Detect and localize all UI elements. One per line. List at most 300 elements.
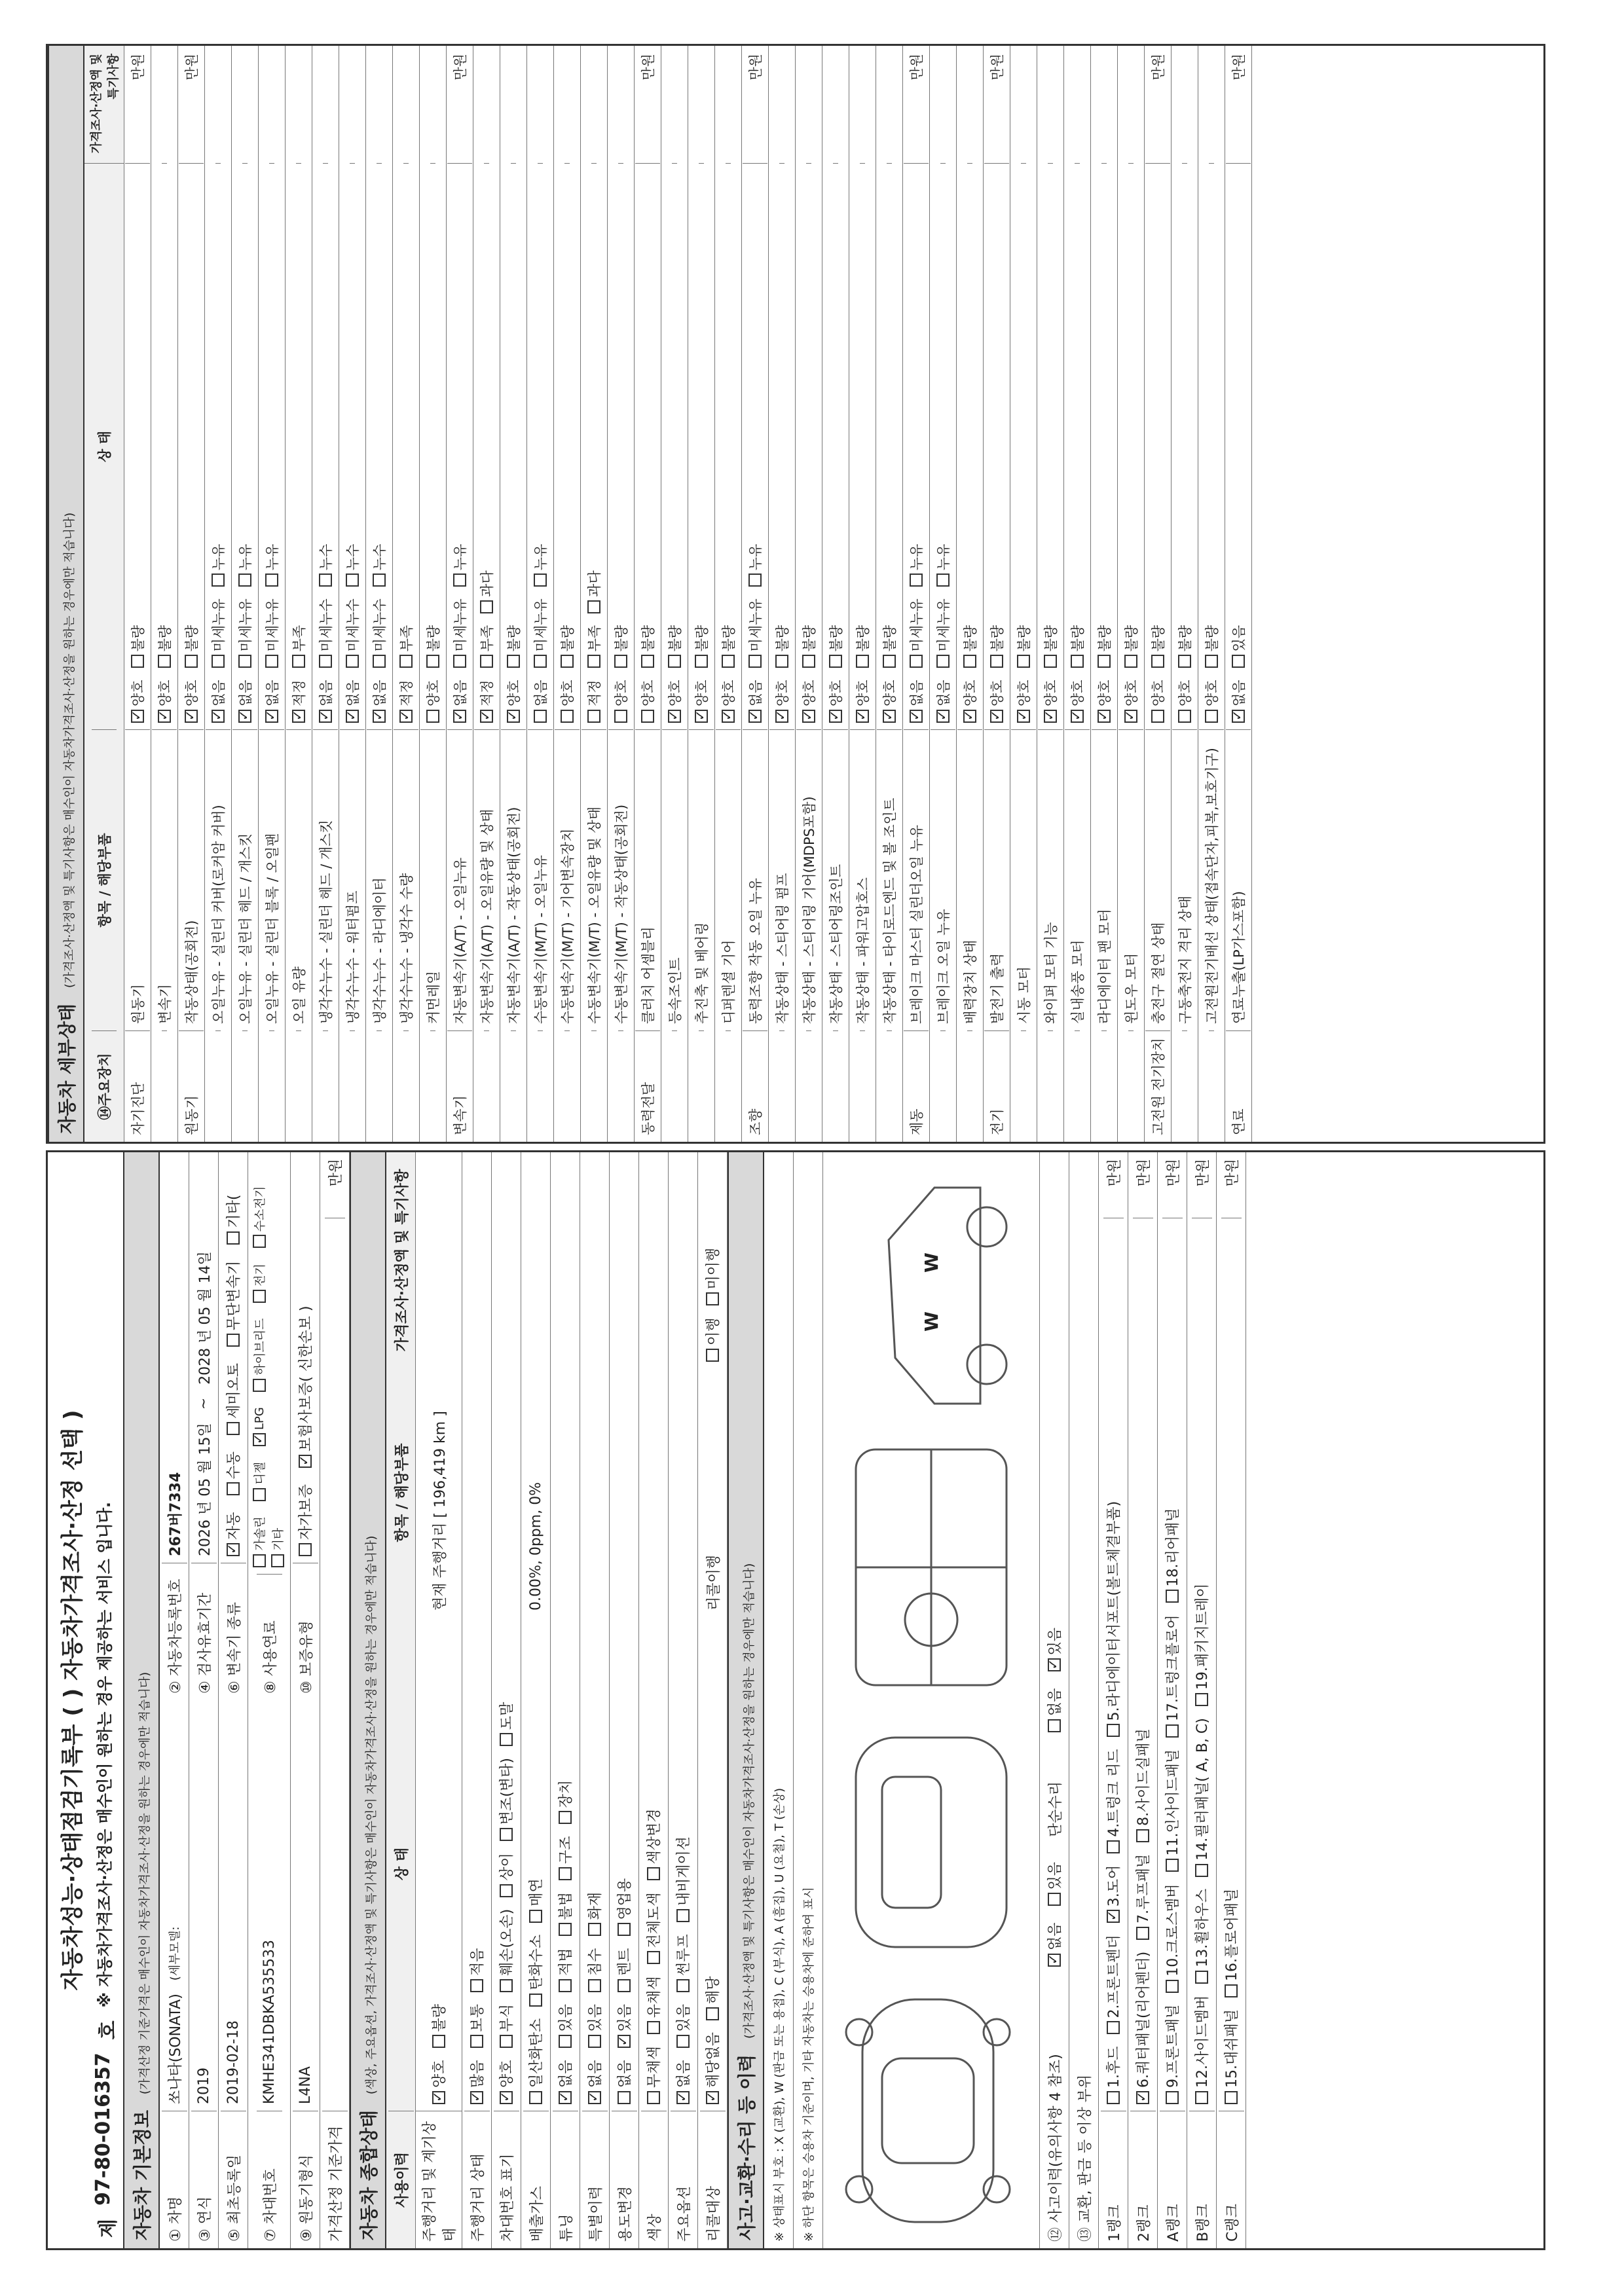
label-first-reg: ⑤ 최초등록일 <box>221 2111 246 2248</box>
trans-etc-checkbox[interactable] <box>227 1231 240 1245</box>
detail-opt-checkbox[interactable] <box>507 655 520 668</box>
detail-opt-checkbox[interactable] <box>883 655 896 668</box>
detail-opt-label: 양호 <box>989 680 1005 706</box>
detail-opt-checkbox[interactable] <box>319 574 332 587</box>
detail-opt-checkbox[interactable] <box>936 710 950 723</box>
detail-opt-checkbox[interactable] <box>829 710 842 723</box>
trans-manual-label: 수동 <box>226 1451 243 1480</box>
part-checkbox[interactable] <box>1195 1971 1208 1984</box>
warranty-self-label: 자가보증 <box>298 1484 315 1540</box>
detail-item: 냉각수누수 - 라디에이터 <box>367 729 392 1030</box>
detail-opt-option <box>262 680 282 723</box>
detail-item: 작동상태 - 스티어링 기어(MDPS포함) <box>796 729 821 1030</box>
detail-group <box>1101 1030 1107 1142</box>
fuel-etc-checkbox[interactable] <box>271 1554 284 1567</box>
detail-group <box>1209 1030 1214 1142</box>
general-opt-checkbox[interactable] <box>618 2091 631 2104</box>
detail-opt-option <box>477 570 496 613</box>
detail-opt-checkbox[interactable] <box>426 710 439 723</box>
detail-opt-checkbox[interactable] <box>963 655 976 668</box>
general-row-options <box>699 1617 726 2111</box>
detail-opt-checkbox[interactable] <box>480 600 493 613</box>
part-rank-label: A랭크 <box>1160 2111 1185 2248</box>
detail-opt-checkbox[interactable] <box>373 710 386 723</box>
detail-opt-label: 미세누수 <box>345 598 361 652</box>
detail-group <box>511 1030 516 1142</box>
detail-row <box>124 46 151 1142</box>
accident-yes-checkbox[interactable] <box>1048 1893 1061 1906</box>
car-diagram-area <box>823 1152 1040 2248</box>
general-row-options <box>640 1617 667 2111</box>
general-opt-option <box>525 1878 545 1923</box>
general-opt-checkbox[interactable] <box>559 2091 572 2104</box>
part-option <box>1103 1865 1123 1923</box>
detail-opt-checkbox[interactable] <box>963 710 976 723</box>
detail-opt-checkbox[interactable] <box>883 710 896 723</box>
detail-row <box>339 46 366 1142</box>
detail-opt-checkbox[interactable] <box>1151 655 1164 668</box>
detail-opt-option <box>316 680 335 723</box>
detail-opt-checkbox[interactable] <box>1124 710 1137 723</box>
detail-options <box>394 164 418 729</box>
detail-opt-checkbox[interactable] <box>399 710 413 723</box>
detail-opt-option <box>477 625 496 668</box>
part-option <box>1162 2005 1182 2104</box>
detail-opt-checkbox[interactable] <box>614 655 627 668</box>
general-row-options <box>464 1617 490 2111</box>
detail-opt-option <box>611 625 631 668</box>
general-opt-checkbox[interactable] <box>470 2091 483 2104</box>
detail-opt-checkbox[interactable] <box>668 655 681 668</box>
detail-opt-checkbox[interactable] <box>695 655 708 668</box>
part-checkbox[interactable] <box>1136 1927 1149 1940</box>
general-opt-checkbox[interactable] <box>500 2091 513 2104</box>
detail-options <box>474 164 499 729</box>
fuel-lpg-checkbox[interactable] <box>253 1433 266 1446</box>
detail-opt-checkbox[interactable] <box>212 710 225 723</box>
detail-opt-checkbox[interactable] <box>748 655 762 668</box>
general-opt-checkbox[interactable] <box>470 2035 483 2048</box>
general-opt-checkbox[interactable] <box>618 2035 631 2048</box>
detail-options <box>420 164 445 729</box>
inspect-to: 2028 년 05 월 14일 <box>196 1251 213 1385</box>
detail-opt-checkbox[interactable] <box>910 710 923 723</box>
detail-group <box>833 1030 838 1142</box>
recall-opt-checkbox[interactable] <box>706 1349 719 1362</box>
label-engine: ⑨ 원동기형식 <box>293 2111 318 2248</box>
fuel-gasoline-checkbox[interactable] <box>253 1554 266 1567</box>
detail-opt-checkbox[interactable] <box>453 710 466 723</box>
detail-opt-checkbox[interactable] <box>185 655 198 668</box>
detail-row <box>232 46 259 1142</box>
general-opt-option <box>614 2004 634 2049</box>
detail-opt-checkbox[interactable] <box>453 655 466 668</box>
general-opt-checkbox[interactable] <box>588 1923 601 1936</box>
general-opt-checkbox[interactable] <box>588 1979 601 1992</box>
detail-opt-checkbox[interactable] <box>238 710 251 723</box>
trans-cvt-checkbox[interactable] <box>227 1334 240 1347</box>
detail-opt-checkbox[interactable] <box>346 574 359 587</box>
general-row-label: 리콜대상 <box>700 2111 726 2248</box>
detail-opt-label: 불량 <box>1177 625 1193 652</box>
detail-opt-checkbox[interactable] <box>775 655 788 668</box>
detail-opt-option <box>987 625 1006 668</box>
general-opt-checkbox[interactable] <box>500 1733 513 1746</box>
repair-none-checkbox[interactable] <box>1048 1719 1061 1732</box>
detail-opt-checkbox[interactable] <box>910 655 923 668</box>
detail-opt-checkbox[interactable] <box>990 710 1003 723</box>
part-checkbox[interactable] <box>1166 2091 1179 2104</box>
part-checkbox[interactable] <box>1195 1693 1208 1706</box>
detail-opt-checkbox[interactable] <box>319 710 332 723</box>
general-row <box>462 1152 492 2248</box>
detail-opt-checkbox[interactable] <box>1098 710 1111 723</box>
detail-opt-checkbox[interactable] <box>775 710 788 723</box>
detail-opt-checkbox[interactable] <box>1071 710 1084 723</box>
part-option <box>1191 1718 1211 1877</box>
general-opt-checkbox[interactable] <box>559 1923 572 1936</box>
detail-opt-label: 누유 <box>265 543 280 571</box>
detail-opt-checkbox[interactable] <box>641 710 654 723</box>
general-opt-checkbox[interactable] <box>559 1979 572 1992</box>
part-label: 3.도어 <box>1106 1865 1123 1907</box>
general-row-options <box>581 1617 608 2111</box>
detail-opt-checkbox[interactable] <box>158 710 171 723</box>
trans-manual-checkbox[interactable] <box>227 1482 240 1495</box>
detail-opt-checkbox[interactable] <box>292 655 305 668</box>
detail-opt-checkbox[interactable] <box>319 655 332 668</box>
general-opt-option <box>496 2060 516 2104</box>
detail-unit <box>215 46 221 164</box>
detail-opt-checkbox[interactable] <box>1178 655 1191 668</box>
car-diagrams <box>823 1152 1039 2248</box>
detail-opt-option <box>530 598 550 668</box>
detail-opt-checkbox[interactable] <box>561 655 574 668</box>
general-opt-checkbox[interactable] <box>559 1867 572 1880</box>
label-warranty: ⑩ 보증유형 <box>293 1563 318 1700</box>
detail-opt-checkbox[interactable] <box>265 655 278 668</box>
general-opt-label: 많음 <box>470 2060 487 2088</box>
detail-group: 연료 <box>1226 1030 1251 1142</box>
detail-opt-checkbox[interactable] <box>185 710 198 723</box>
general-row <box>492 1152 521 2248</box>
general-opt-checkbox[interactable] <box>676 2091 690 2104</box>
detail-opt-checkbox[interactable] <box>265 710 278 723</box>
detail-opt-checkbox[interactable] <box>346 710 359 723</box>
general-opt-option <box>614 1878 634 1937</box>
detail-opt-label: 없음 <box>936 680 951 706</box>
part-checkbox[interactable] <box>1107 2091 1120 2104</box>
general-opt-checkbox[interactable] <box>588 2035 601 2048</box>
general-opt-checkbox[interactable] <box>500 1884 513 1897</box>
detail-opt-checkbox[interactable] <box>238 574 251 587</box>
part-label: 9.프론트패널 <box>1165 2004 1182 2088</box>
detail-unit <box>350 46 355 164</box>
detail-opt-checkbox[interactable] <box>373 574 386 587</box>
fuel-electric-checkbox[interactable] <box>253 1290 266 1303</box>
detail-title: 자동차 세부상태 <box>56 1003 78 1134</box>
detail-opt-checkbox[interactable] <box>722 655 735 668</box>
detail-opt-label: 미세누유 <box>238 598 253 652</box>
detail-opt-label: 미세누유 <box>909 598 925 652</box>
detail-options <box>689 164 714 729</box>
part-option <box>1191 1889 1211 1984</box>
general-opt-label: 불량 <box>432 2003 449 2032</box>
detail-opt-checkbox[interactable] <box>722 710 735 723</box>
detail-opt-checkbox[interactable] <box>480 655 493 668</box>
model-value: 쏘나타(SONATA) <box>167 1994 184 2104</box>
detail-opt-checkbox[interactable] <box>1098 655 1111 668</box>
detail-group <box>591 1030 597 1142</box>
detail-opt-option <box>289 625 308 668</box>
part-checkbox[interactable] <box>1107 2022 1120 2035</box>
detail-opt-checkbox[interactable] <box>346 655 359 668</box>
detail-opt-checkbox[interactable] <box>507 710 520 723</box>
general-opt-checkbox[interactable] <box>647 1951 660 1964</box>
detail-opt-checkbox[interactable] <box>587 655 600 668</box>
detail-opt-checkbox[interactable] <box>131 655 144 668</box>
detail-opt-checkbox[interactable] <box>453 574 466 587</box>
part-option <box>1132 1952 1153 2104</box>
part-checkbox[interactable] <box>1166 1724 1179 1738</box>
detail-options <box>743 164 767 729</box>
part-checkbox[interactable] <box>1136 1829 1149 1842</box>
detail-opt-label: 불량 <box>963 625 978 652</box>
repair-yes-label: 있음 <box>1047 1627 1064 1656</box>
detail-opt-checkbox[interactable] <box>748 710 762 723</box>
detail-opt-checkbox[interactable] <box>480 710 493 723</box>
general-opt-option <box>673 1934 693 1992</box>
general-opt-checkbox[interactable] <box>618 1979 631 1992</box>
detail-opt-label: 양호 <box>775 680 790 706</box>
general-opt-checkbox[interactable] <box>559 2035 572 2048</box>
detail-opt-checkbox[interactable] <box>131 710 144 723</box>
detail-opt-checkbox[interactable] <box>668 710 681 723</box>
general-opt-checkbox[interactable] <box>647 2091 660 2104</box>
detail-row <box>661 46 688 1142</box>
detail-opt-checkbox[interactable] <box>399 655 413 668</box>
detail-opt-checkbox[interactable] <box>1044 710 1057 723</box>
part-checkbox[interactable] <box>1107 1724 1120 1737</box>
detail-opt-checkbox[interactable] <box>802 710 815 723</box>
detail-opt-option <box>557 625 577 668</box>
label-year: ③ 연식 <box>191 2111 217 2248</box>
general-row-detail: 리콜이행 <box>705 1554 722 1611</box>
general-opt-checkbox[interactable] <box>588 2091 601 2104</box>
part-checkbox[interactable] <box>1107 1910 1120 1923</box>
part-checkbox[interactable] <box>1166 1980 1179 1993</box>
part-checkbox[interactable] <box>1166 1590 1179 1603</box>
detail-opt-checkbox[interactable] <box>1124 655 1137 668</box>
part-unit: 만원 <box>1221 1152 1242 1218</box>
detail-opt-checkbox[interactable] <box>990 655 1003 668</box>
general-opt-label: 화재 <box>587 1891 604 1920</box>
fuel-hybrid-checkbox[interactable] <box>253 1379 266 1392</box>
general-opt-checkbox[interactable] <box>432 2035 445 2048</box>
detail-opt-checkbox[interactable] <box>1232 710 1245 723</box>
detail-opt-checkbox[interactable] <box>641 655 654 668</box>
detail-opt-checkbox[interactable] <box>534 574 547 587</box>
part-checkbox[interactable] <box>1195 2091 1208 2104</box>
general-opt-checkbox[interactable] <box>676 1979 690 1992</box>
detail-unit: 만원 <box>984 46 1009 164</box>
detail-opt-checkbox[interactable] <box>534 655 547 668</box>
detail-opt-checkbox[interactable] <box>748 574 762 587</box>
basic-info-title: 자동차 기본정보 <box>132 2109 153 2240</box>
detail-opt-checkbox[interactable] <box>212 655 225 668</box>
general-row-price <box>699 1152 726 1368</box>
detail-opt-label: 미세누유 <box>533 598 549 652</box>
detail-row <box>876 46 903 1142</box>
detail-opt-checkbox[interactable] <box>695 710 708 723</box>
general-opt-checkbox[interactable] <box>500 1979 513 1992</box>
general-row-options <box>523 1617 549 2111</box>
detail-opt-checkbox[interactable] <box>1178 710 1191 723</box>
detail-opt-option <box>665 680 684 723</box>
general-opt-option <box>584 2060 604 2104</box>
detail-opt-checkbox[interactable] <box>1151 710 1164 723</box>
detail-opt-checkbox[interactable] <box>1205 655 1218 668</box>
detail-opt-checkbox[interactable] <box>587 600 600 613</box>
general-opt-checkbox[interactable] <box>647 2021 660 2034</box>
trans-auto-checkbox[interactable] <box>227 1543 240 1556</box>
detail-group <box>323 1030 328 1142</box>
detail-opt-checkbox[interactable] <box>614 710 627 723</box>
detail-opt-label: 양호 <box>802 680 817 706</box>
general-opt-checkbox[interactable] <box>676 2035 690 2048</box>
general-opt-checkbox[interactable] <box>432 2091 445 2104</box>
accident-header <box>728 1152 764 2248</box>
detail-opt-checkbox[interactable] <box>829 655 842 668</box>
detail-options <box>125 164 150 729</box>
detail-opt-label: 불량 <box>1070 625 1086 652</box>
recall-opt-checkbox[interactable] <box>706 1292 719 1305</box>
detail-opt-option <box>960 680 980 723</box>
general-opt-option <box>466 2004 487 2049</box>
general-opt-checkbox[interactable] <box>706 2007 719 2020</box>
detail-opt-checkbox[interactable] <box>587 710 600 723</box>
detail-item: 수동변속기(M/T) - 작동상태(공회전) <box>608 729 633 1030</box>
general-opt-checkbox[interactable] <box>529 1994 542 2007</box>
general-opt-checkbox[interactable] <box>706 2091 719 2104</box>
general-row-label: 차대번호 표기 <box>494 2111 519 2248</box>
detail-opt-checkbox[interactable] <box>561 710 574 723</box>
general-opt-checkbox[interactable] <box>529 2091 542 2104</box>
detail-opt-label: 없음 <box>748 680 764 706</box>
general-opt-label: 양호 <box>432 2060 449 2088</box>
detail-opt-label: 불량 <box>130 625 146 652</box>
detail-opt-checkbox[interactable] <box>1017 710 1030 723</box>
detail-opt-option <box>396 680 416 723</box>
general-opt-checkbox[interactable] <box>559 1811 572 1824</box>
detail-opt-label: 불량 <box>802 625 817 652</box>
general-opt-checkbox[interactable] <box>618 1923 631 1936</box>
detail-opt-checkbox[interactable] <box>373 655 386 668</box>
repair-yes-checkbox[interactable] <box>1048 1658 1061 1671</box>
general-opt-label: 해당없음 <box>705 2032 722 2088</box>
general-opt-checkbox[interactable] <box>647 1867 660 1880</box>
detail-row <box>1198 46 1225 1142</box>
detail-col-device: ⑭주요장치 <box>92 1030 117 1142</box>
part-checkbox[interactable] <box>1225 1984 1238 1997</box>
detail-opt-label: 양호 <box>1043 680 1059 706</box>
fuel-hydrogen-checkbox[interactable] <box>253 1235 266 1248</box>
detail-options <box>1226 164 1251 729</box>
detail-opt-checkbox[interactable] <box>158 655 171 668</box>
year-value: 2019 <box>195 2068 212 2104</box>
general-opt-option <box>466 2060 487 2104</box>
detail-col-price: 가격조사·산정액 및 특기사항 <box>84 46 124 164</box>
warranty-self-checkbox[interactable] <box>299 1543 312 1556</box>
detail-opt-label: 부족 <box>587 625 602 652</box>
part-rows <box>1099 1152 1246 2248</box>
general-row-label: 용도변경 <box>612 2111 637 2248</box>
recall-opt-label: 미이행 <box>705 1247 722 1290</box>
detail-opt-checkbox[interactable] <box>1205 710 1218 723</box>
part-checkbox[interactable] <box>1107 1840 1120 1853</box>
accident-yes-label: 있음 <box>1047 1861 1064 1890</box>
detail-row <box>286 46 312 1142</box>
warranty-insurance-checkbox[interactable] <box>299 1455 312 1468</box>
general-opt-label: 도말 <box>499 1702 516 1730</box>
detail-opt-option <box>906 544 926 587</box>
accident-none-checkbox[interactable] <box>1048 1954 1061 1967</box>
detail-opt-checkbox[interactable] <box>426 655 439 668</box>
general-row-label: 주요옵션 <box>671 2111 696 2248</box>
detail-opt-label: 양호 <box>963 680 978 706</box>
detail-opt-checkbox[interactable] <box>910 574 923 587</box>
part-checkbox[interactable] <box>1225 2091 1238 2104</box>
detail-opt-checkbox[interactable] <box>212 574 225 587</box>
part-checkbox[interactable] <box>1136 2091 1149 2104</box>
detail-opt-checkbox[interactable] <box>856 655 869 668</box>
detail-opt-label: 불량 <box>1151 625 1166 652</box>
detail-opt-label: 없음 <box>318 680 334 706</box>
detail-opt-checkbox[interactable] <box>1071 655 1084 668</box>
detail-opt-checkbox[interactable] <box>802 655 815 668</box>
part-checkbox[interactable] <box>1166 1859 1179 1872</box>
detail-opt-checkbox[interactable] <box>292 710 305 723</box>
general-opt-checkbox[interactable] <box>500 2035 513 2048</box>
detail-row <box>903 46 930 1142</box>
detail-item: 오일누유 - 실린더 블록 / 오일팬 <box>259 729 284 1030</box>
fuel-diesel-checkbox[interactable] <box>253 1488 266 1501</box>
detail-opt-checkbox[interactable] <box>1232 655 1245 668</box>
detail-opt-label: 양호 <box>614 680 629 706</box>
general-opt-checkbox[interactable] <box>500 1828 513 1841</box>
detail-opt-checkbox[interactable] <box>856 710 869 723</box>
general-opt-option <box>525 2018 545 2104</box>
detail-opt-checkbox[interactable] <box>534 710 547 723</box>
part-rank-label: C랭크 <box>1219 2111 1244 2248</box>
detail-opt-checkbox[interactable] <box>265 574 278 587</box>
detail-opt-checkbox[interactable] <box>936 574 950 587</box>
detail-opt-label: 불량 <box>1097 625 1113 652</box>
detail-opt-checkbox[interactable] <box>936 655 950 668</box>
general-opt-checkbox[interactable] <box>676 1909 690 1922</box>
general-opt-checkbox[interactable] <box>529 1910 542 1923</box>
part-checkbox[interactable] <box>1195 1864 1208 1877</box>
detail-opt-checkbox[interactable] <box>238 655 251 668</box>
detail-opt-checkbox[interactable] <box>1017 655 1030 668</box>
right-panel <box>46 44 1545 1144</box>
detail-opt-checkbox[interactable] <box>1044 655 1057 668</box>
part-label: 8.사이드실패널 <box>1135 1728 1153 1826</box>
general-opt-checkbox[interactable] <box>470 1979 483 1992</box>
detail-item: 오일누유 - 실린더 헤드 / 개스킷 <box>232 729 257 1030</box>
detail-unit <box>242 46 248 164</box>
trans-semi-checkbox[interactable] <box>227 1422 240 1435</box>
